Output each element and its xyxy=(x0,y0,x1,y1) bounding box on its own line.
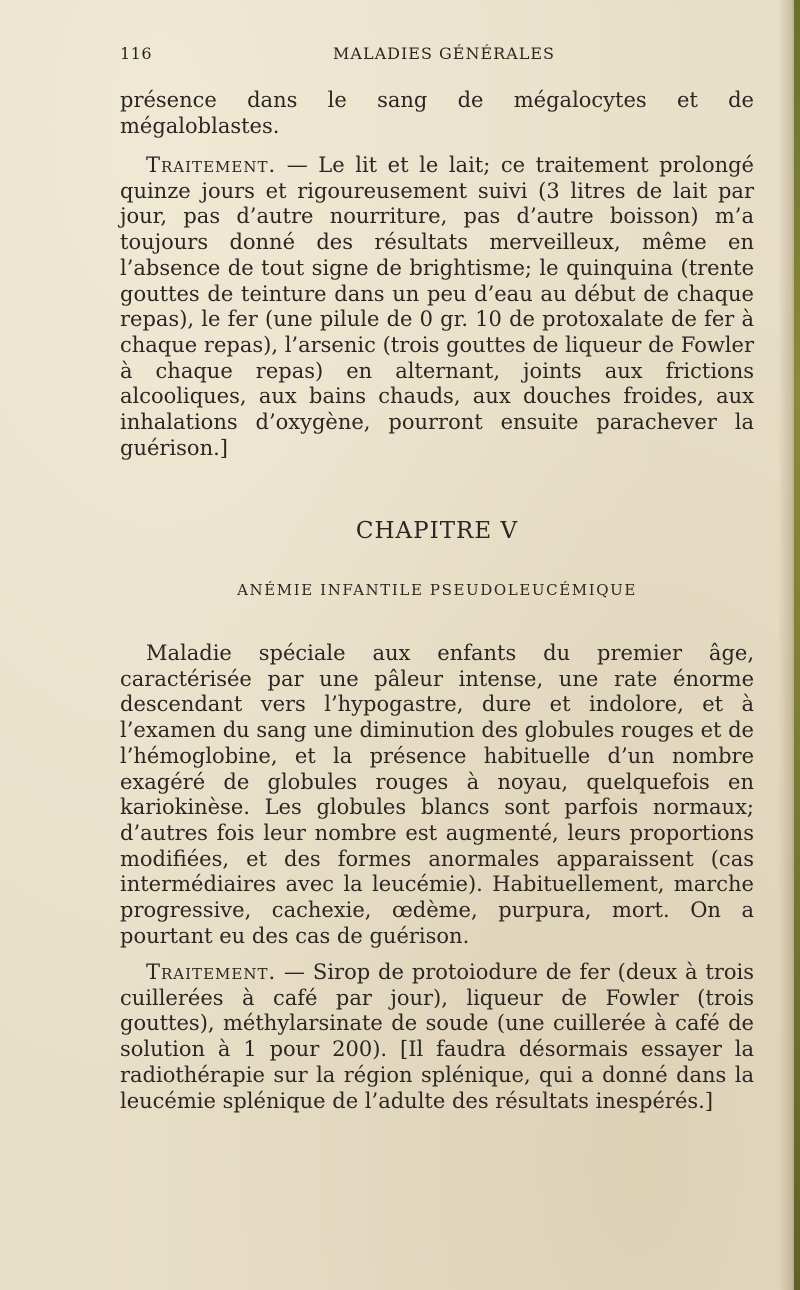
running-head xyxy=(120,44,754,68)
chapter-subtitle: ANÉMIE INFANTILE PSEUDOLEUCÉMIQUE xyxy=(237,581,637,599)
paragraph-description: Maladie spéciale aux enfants du premier âge, caractérisée par une pâleur intense, une rate énorme descendant vers l’hypogastre, dure et indolore, et à l’examen du sang une diminution des globules rouges et de l’hémoglobine, et la présence habituelle d’un nombre exagéré de globules rouges à noyau, quelquefois en kariokinèse. Les globules blancs sont parfois normaux; d’autres fois leur nombre est augmenté, leurs proportions modifiées, et des formes anormales apparaissent (cas intermédiaires avec la leucémie). Habituellement, marche progressive, cachexie, œdème, purpura, mort. On a pourtant eu des cas de guérison. xyxy=(120,641,754,948)
book-edge-strip xyxy=(794,0,800,1290)
chapter-title: CHAPITRE V xyxy=(355,518,519,544)
treatment-heading: Traitement. xyxy=(146,153,277,177)
paragraph-continuation: présence dans le sang de mégalocytes et de mégaloblastes. xyxy=(120,88,754,138)
paragraph-treatment-infantile xyxy=(120,960,754,1114)
treatment-heading-2: Traitement. xyxy=(146,960,277,984)
page-number: 116 xyxy=(120,44,153,63)
treatment-text-2: — Sirop de protoiodure de fer (deux à trois cuillerées à café par jour), liqueur de Fowler (trois gouttes), méthylarsinate de soude (une cuillerée à café de solution à 1 pour 200). [Il faudra désormais essayer la radiothérapie sur la région splénique, qui a donné dans la leucémie splénique de l’adulte des résultats inespérés.] xyxy=(120,960,754,1113)
running-title: MALADIES GÉNÉRALES xyxy=(333,44,555,63)
treatment-text: — Le lit et le lait; ce traitement prolongé quinze jours et rigoureusement suivi (3 litres de lait par jour, pas d’autre nourriture, pas d’autre boisson) m’a toujours donné des résultats merveilleux, même en l’absence de tout signe de brightisme; le quinquina (trente gouttes de teinture dans un peu d’eau au début de chaque repas), le fer (une pilule de 0 gr. 10 de protoxalate de fer à chaque repas), l’arsenic (trois gouttes de liqueur de Fowler à chaque repas) en alternant, joints aux frictions alcooliques, aux bains chauds, aux douches froides, aux inhalations d’oxygène, pourront ensuite parachever la guérison.] xyxy=(120,153,754,460)
paragraph-treatment-anemia xyxy=(120,153,754,461)
